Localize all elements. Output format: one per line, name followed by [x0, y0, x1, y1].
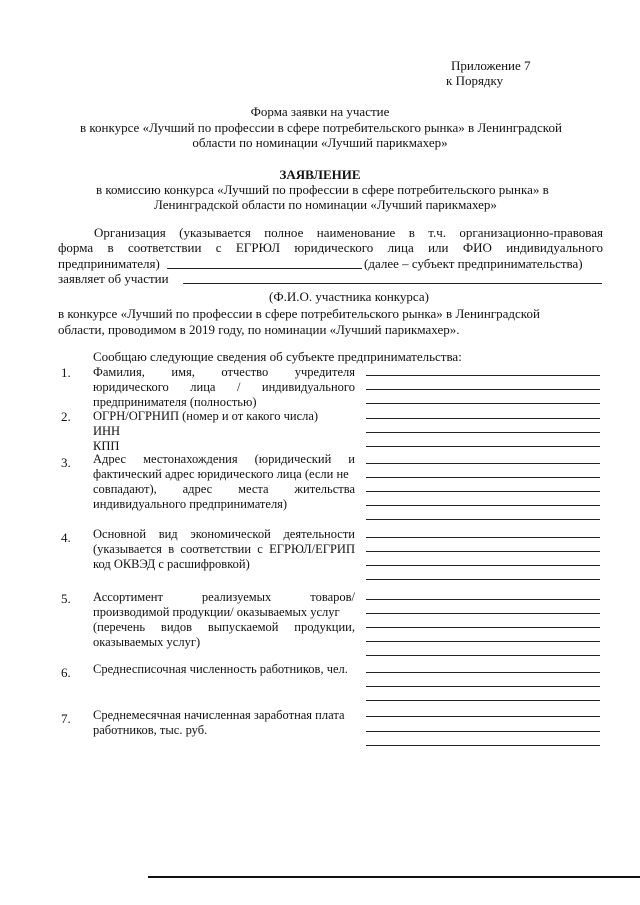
- item-number: 5.: [61, 591, 71, 606]
- org-paragraph-line3-end: (далее – субъект предпринимательства): [364, 256, 583, 271]
- item-fill-line[interactable]: [366, 477, 600, 478]
- item-fill-line[interactable]: [366, 579, 600, 580]
- item-text-line: КПП: [93, 439, 120, 453]
- item-fill-line[interactable]: [366, 519, 600, 520]
- statement-heading: ЗАЯВЛЕНИЕ: [279, 167, 361, 182]
- item-text-line: Фамилия, имя, отчество учредителя: [93, 365, 355, 379]
- item-text-line: предпринимателя (полностью): [93, 395, 257, 409]
- item-text-line: код ОКВЭД с расшифровкой): [93, 557, 250, 571]
- item-number: 1.: [61, 365, 71, 380]
- item-fill-line[interactable]: [366, 700, 600, 701]
- item-fill-line[interactable]: [366, 731, 600, 732]
- item-text-line: (перечень видов выпускаемой продукции,: [93, 620, 355, 634]
- item-fill-line[interactable]: [366, 403, 600, 404]
- item-fill-line[interactable]: [366, 599, 600, 600]
- item-fill-line[interactable]: [366, 745, 600, 746]
- item-fill-line[interactable]: [366, 537, 600, 538]
- intro-text: Сообщаю следующие сведения об субъекте предпринимательства:: [93, 349, 462, 364]
- appendix-label: Приложение 7: [451, 58, 531, 73]
- appendix-reference: к Порядку: [446, 73, 504, 88]
- item-fill-line[interactable]: [366, 463, 600, 464]
- contest-line2: области, проводимом в 2019 году, по номинации «Лучший парикмахер».: [58, 322, 460, 337]
- form-title-line2: в конкурсе «Лучший по профессии в сфере потребительского рынка» в Ленинградской: [80, 120, 562, 135]
- declares-text: заявляет об участии: [58, 271, 169, 286]
- participant-fill-line[interactable]: [183, 283, 602, 284]
- item-fill-line[interactable]: [366, 672, 600, 673]
- item-text-line: ОГРН/ОГРНИП (номер и от какого числа): [93, 409, 319, 423]
- item-fill-line[interactable]: [366, 375, 600, 376]
- item-fill-line[interactable]: [366, 613, 600, 614]
- item-number: 6.: [61, 665, 71, 680]
- item-fill-line[interactable]: [366, 505, 600, 506]
- item-text-line: Среднемесячная начисленная заработная плата: [93, 708, 345, 722]
- item-text-line: ИНН: [93, 424, 121, 438]
- item-fill-line[interactable]: [366, 686, 600, 687]
- item-fill-line[interactable]: [366, 446, 600, 447]
- item-text-line: совпадают), адрес места жительства: [93, 482, 355, 496]
- item-number: 7.: [61, 711, 71, 726]
- org-name-fill-line[interactable]: [167, 268, 362, 269]
- item-number: 2.: [61, 409, 71, 424]
- item-fill-line[interactable]: [366, 418, 600, 419]
- item-text-line: работников, тыс. руб.: [93, 723, 208, 737]
- item-fill-line[interactable]: [366, 389, 600, 390]
- item-fill-line[interactable]: [366, 716, 600, 717]
- item-fill-line[interactable]: [366, 432, 600, 433]
- item-fill-line[interactable]: [366, 565, 600, 566]
- item-text-line: индивидуального предпринимателя): [93, 497, 288, 511]
- item-fill-line[interactable]: [366, 641, 600, 642]
- item-text-line: Ассортимент реализуемых товаров/: [93, 590, 355, 604]
- item-text-line: (указывается в соответствии с ЕГРЮЛ/ЕГРИП: [93, 542, 355, 556]
- item-text-line: Среднесписочная численность работников, чел.: [93, 662, 348, 676]
- item-fill-line[interactable]: [366, 655, 600, 656]
- item-number: 3.: [61, 455, 71, 470]
- item-text-line: фактический адрес юридического лица (если не: [93, 467, 349, 481]
- statement-line1: в комиссию конкурса «Лучший по профессии в сфере потребительского рынка» в: [96, 182, 549, 197]
- item-text-line: Адрес местонахождения (юридический и: [93, 452, 355, 466]
- item-fill-line[interactable]: [366, 551, 600, 552]
- contest-line1: в конкурсе «Лучший по профессии в сфере потребительского рынка» в Ленинградской: [58, 306, 540, 321]
- item-number: 4.: [61, 530, 71, 545]
- scan-edge-line: [148, 876, 640, 878]
- item-text-line: Основной вид экономической деятельности: [93, 527, 355, 541]
- item-text-line: оказываемых услуг): [93, 635, 201, 649]
- item-fill-line[interactable]: [366, 627, 600, 628]
- org-paragraph-line2: форма в соответствии с ЕГРЮЛ юридического лица или ФИО индивидуального: [58, 240, 603, 255]
- item-fill-line[interactable]: [366, 491, 600, 492]
- org-paragraph-line1: Организация (указывается полное наименование в т.ч. организационно-правовая: [94, 225, 603, 240]
- org-paragraph-line3-start: предпринимателя): [58, 256, 160, 271]
- form-title-line3: области по номинации «Лучший парикмахер»: [192, 135, 448, 150]
- form-title-line1: Форма заявки на участие: [250, 104, 390, 119]
- fio-caption: (Ф.И.О. участника конкурса): [269, 289, 429, 304]
- item-text-line: производимой продукции/ оказываемых услуг: [93, 605, 340, 619]
- statement-line2: Ленинградской области по номинации «Лучший парикмахер»: [154, 197, 497, 212]
- item-text-line: юридического лица / индивидуального: [93, 380, 355, 394]
